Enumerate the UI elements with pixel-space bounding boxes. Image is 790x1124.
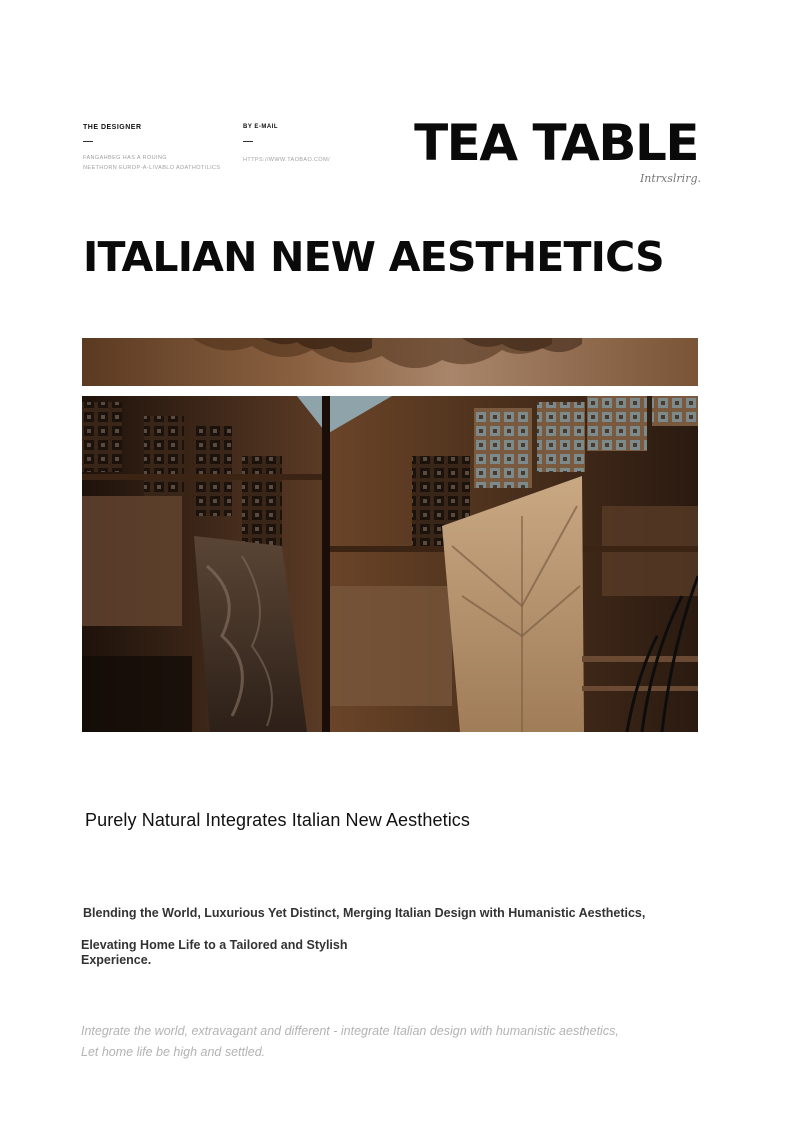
hero-image (82, 396, 698, 732)
note-line-1: Integrate the world, extravagant and different - integrate Italian design with humanistic aesthetics, (81, 1024, 619, 1038)
email-title: BY E-MAIL (243, 124, 279, 130)
note-line-2: Let home life be high and settled. (81, 1045, 266, 1059)
designer-divider (83, 141, 93, 142)
designer-description (83, 153, 243, 173)
product-title: TEA TABLE (414, 114, 698, 172)
designer-description-line1: FANGAHBEG HAS A ROUING (83, 155, 167, 161)
courtyard-illustration (82, 396, 698, 732)
carved-eave-ornament (82, 338, 698, 386)
designer-signature: Intrxslrirg. (639, 172, 701, 185)
body-line-3: Experience. (81, 953, 152, 967)
section-subheading: Purely Natural Integrates Italian New Aesthetics (85, 810, 470, 830)
designer-title: THE DESIGNER (83, 124, 142, 131)
body-line-1: Blending the World, Luxurious Yet Distinct, Merging Italian Design with Humanistic Aesthetics, (83, 906, 646, 920)
banner-image (82, 338, 698, 386)
designer-description-line2: NEETHORN EUROP-A-LIVABLO ADATHOTILICS (83, 165, 221, 171)
body-line-2: Elevating Home Life to a Tailored and Stylish (81, 938, 348, 952)
page-headline: ITALIAN NEW AESTHETICS (83, 233, 664, 281)
email-divider (243, 141, 253, 142)
email-url[interactable]: HTTPS://WWW.TAOBAO.COM/ (243, 157, 331, 163)
